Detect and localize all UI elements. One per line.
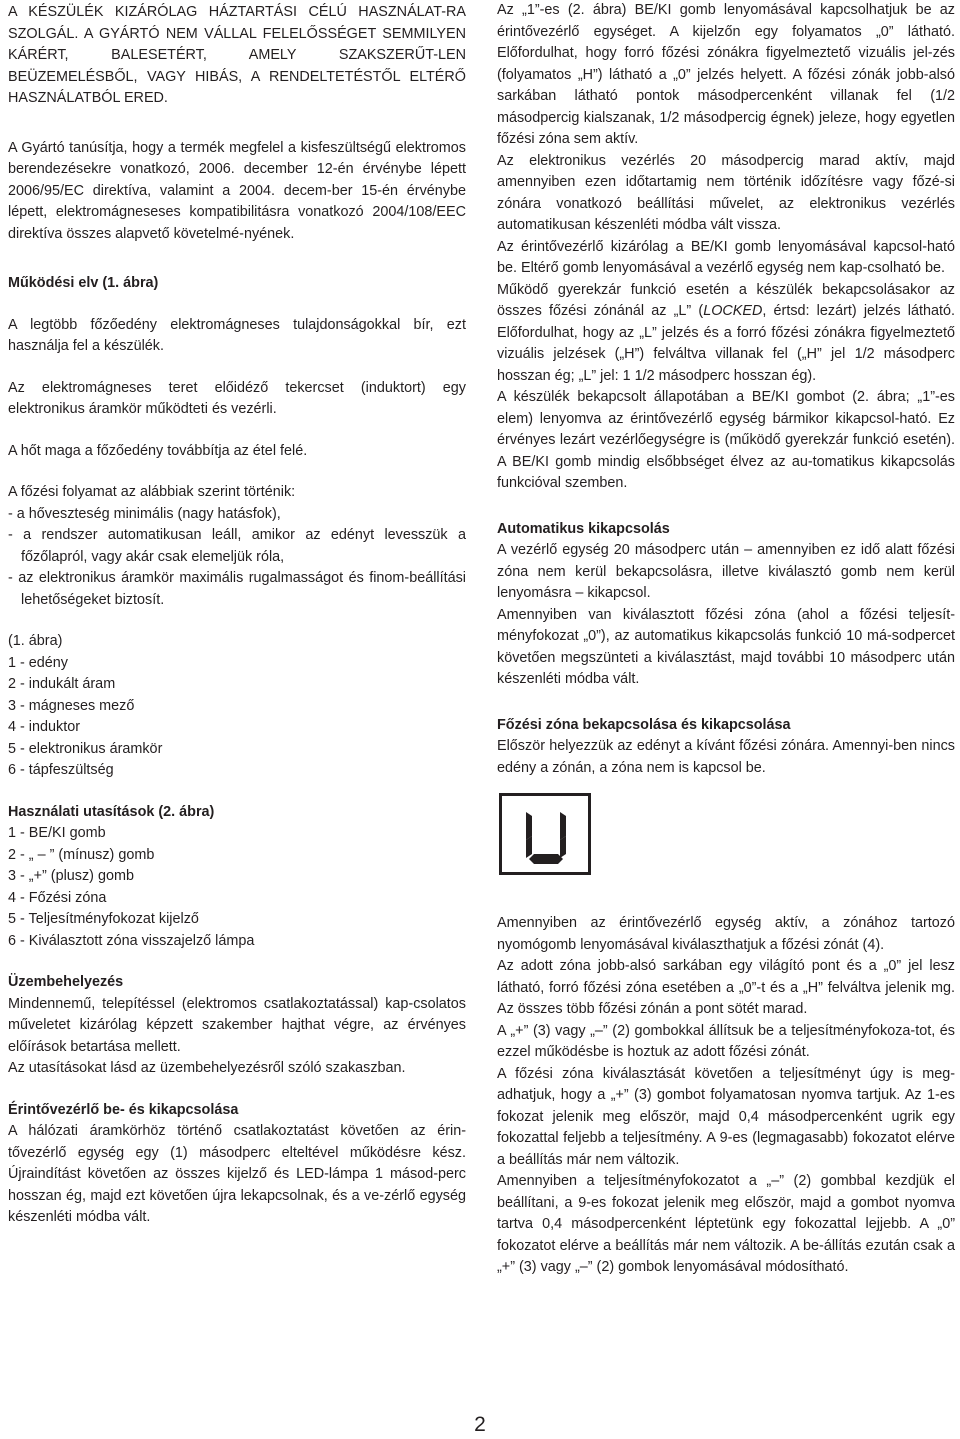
list-item: 3 - „+” (plusz) gomb bbox=[8, 868, 134, 884]
list-item: 6 - tápfeszültség bbox=[8, 762, 114, 778]
figure1-title: (1. ábra) bbox=[8, 633, 63, 649]
zone-heading: Főzési zóna bekapcsolása és kikapcsolása bbox=[497, 716, 791, 733]
u-display-icon bbox=[499, 793, 591, 875]
u-segment-glyph bbox=[502, 796, 588, 872]
zone-paragraph-1: Először helyezzük az edényt a kívánt főzési zónára. Amennyi-ben nincs edény a zónán, a zóna nem is kapcsol be. bbox=[497, 738, 955, 776]
auto-off-paragraph-1: A vezérlő egység 20 másodperc után – amennyiben ez idő alatt főzési zóna nem kerül bekapcsolásra, illetve kiválasztó gomb nem kerül lenyomásra – kikapcsol. bbox=[497, 542, 955, 601]
zone-paragraph-3: Az adott zóna jobb-alsó sarkában egy világító pont és a „0” jel lesz látható, forró főzési zóna esetében a „0”-t és a „H” felváltva jelenik mg. Az összes több főzési zónán a pont sötét marad. bbox=[497, 958, 955, 1017]
list-item: - a hőveszteség minimális (nagy hatásfok), bbox=[8, 505, 281, 522]
child-lock-paragraph bbox=[497, 280, 955, 388]
power-off-paragraph: A készülék bekapcsolt állapotában a BE/KI gombot (2. ábra; „1”-es elem) lenyomva az érintővezérlő egység bármikor kikapcsol-ható. Ez érvényes lezárt vezérlőegységre is (működő gyerekzár funkció esetén). A BE/KI gomb mindig elsőbbséget élvez az au-tomatikus kikapcsolás funkcióval szemben. bbox=[497, 389, 955, 491]
principle-paragraph-4: A főzési folyamat az alábbiak szerint történik: bbox=[8, 484, 296, 500]
left-column bbox=[8, 0, 466, 1229]
power-on-paragraph: Az „1”-es (2. ábra) BE/KI gomb lenyomásával kapcsolhatjuk be az érintővezérlő egységet. A kijelzőn egy folyamatos „0” látható. Előfordulhat, hogy forró főzési zónákra figyelmeztető vizuális jel-zés (folyamatos „H”) látható a „0” jelzés helyett. A főzési zónák jobb-alsó sarkában látható pontok másodpercenként villanak fel (1/2 másodpercig kialszanak, 1/2 másodpercig égnek) jeleze, hogy egyetlen főzési zóna sem aktív. bbox=[497, 2, 955, 147]
principle-paragraph-3: A hőt maga a főzőedény továbbítja az étel felé. bbox=[8, 442, 308, 459]
figure1-legend bbox=[8, 653, 466, 782]
setup-paragraph-2: Az utasításokat lásd az üzembehelyezésről szóló szakaszban. bbox=[8, 1060, 406, 1076]
touch-control-heading: Érintővezérlő be- és kikapcsolása bbox=[8, 1101, 239, 1118]
principle-paragraph-2: Az elektromágneses teret előidéző tekercset (induktort) egy elektronikus áramkör működteti és vezérli. bbox=[8, 379, 466, 417]
standby-paragraph: Az elektronikus vezérlés 20 másodpercig marad aktív, majd amennyiben ezen időtartamig nem történik időzítésre vagy főzé-si zónára vonatkozó beállítási művelet, az elektronikus vezérlés automatikusan készenléti módba vált vissza. bbox=[497, 152, 955, 233]
principle-heading: Működési elv (1. ábra) bbox=[8, 275, 159, 291]
list-item: 6 - Kiválasztott zóna visszajelző lámpa bbox=[8, 932, 255, 949]
page-number: 2 bbox=[474, 1413, 486, 1436]
list-item: 1 - edény bbox=[8, 654, 69, 671]
locked-term: LOCKED bbox=[703, 303, 763, 319]
list-item: - a rendszer automatikusan leáll, amikor az edényt levesszük a főzőlapról, vagy akár csak elemeljük róla, bbox=[8, 527, 466, 565]
setup-paragraph-1: Mindennemű, telepítéssel (elektromos csatlakoztatással) kap-csolatos műveletet kizárólag képzett szakember hajthat végre, az érvényes előírások betartása mellett. bbox=[8, 995, 466, 1055]
list-item: - az elektronikus áramkör maximális rugalmasságot és finom-beállítási lehetőségeket biztosít. bbox=[8, 570, 466, 608]
auto-off-paragraph-2: Amennyiben van kiválasztott főzési zóna (ahol a főzési teljesít-ményfokozat „0”), az automatikus kikapcsolás funkció 10 má-sodpercet követően megszünteti a kiválasztást, majd további 10 másodperc után készenléti módba vált. bbox=[497, 606, 955, 687]
instructions-heading: Használati utasítások (2. ábra) bbox=[8, 803, 215, 820]
zone-paragraph-6: Amennyiben a teljesítményfokozatot a „–” (2) gombbal kezdjük el beállítani, a 9-es fokozat jelenik meg először, majd a gombot nyomva tartva 0,4 másodpercenként léptetünk egy fokozattal lejjebb. A „0” fokozatot elérve a beállítás már nem változik. A be-állítás ezután csak a „+” (3) vagy „–” (2) gombok lenyomásával módosítható. bbox=[497, 1173, 955, 1275]
compliance-statement: A Gyártó tanúsítja, hogy a termék megfelel a kisfeszültségű elektromos berendezésekre vonatkozó, 2006. december 12-én érvénybe lépett 2006/95/EC direktíva, valamint a 2004. decem-ber 15-én érvénybe lépett, elektromágneseses kompatibilitásra vonatkozó 2004/108/EEC direktíva összes alapvető követelmé-nyének. bbox=[8, 139, 466, 242]
zone-paragraph-2: Amennyiben az érintővezérlő egység aktív, a zónához tartozó nyomógomb lenyomásával kiválaszthatjuk a főzési zónát (4). bbox=[497, 915, 955, 953]
list-item: 2 - „ – ” (mínusz) gomb bbox=[8, 846, 155, 863]
setup-heading: Üzembehelyezés bbox=[8, 974, 124, 990]
touch-control-paragraph: A hálózati áramkörhöz történő csatlakoztatást követően az érin-tővezérlő egység egy (1) másodperc elteltével működésre kész. Újraindítást követően az összes kijelző és LED-lámpa 1 másod-perc hosszan ég, majd ezt követően újra lekapcsolnak, és a ve-zérlő egység készenléti módba vált. bbox=[8, 1123, 466, 1225]
list-item: 2 - indukált áram bbox=[8, 676, 116, 692]
process-list bbox=[8, 504, 466, 612]
list-item: 5 - Teljesítményfokozat kijelző bbox=[8, 911, 199, 927]
child-lock-text-b: , értsd: lezárt) jelzés látható. Előfordulhat, hogy az „L” jelzés és a forró főzési zónákra figyelmeztető vizuális jelzések („H”) felváltva villanak fel („H” jel 1/2 másodperc hosszan ég; „L” jel: 1 1/2 másodperc hosszan ég). bbox=[497, 303, 955, 384]
zone-paragraph-5: A főzési zóna kiválasztását követően a teljesítményt úgy is meg-adhatjuk, hogy a „+” (3) gombot folyamatosan nyomva tartjuk. Az 1-es fokozat jelenik meg először, majd 0,4 másodpercenként ugrik egy fokozattal feljebb a teljesítmény. A 9-es (legmagasabb) fokozatot elérve a beállítás már nem változik. bbox=[497, 1065, 955, 1168]
child-lock-text-a: Működő gyerekzár funkció esetén a készülék bekapcsolásakor az összes főzési zónánál az „L” ( bbox=[497, 281, 955, 319]
list-item: 4 - Főzési zóna bbox=[8, 889, 107, 906]
on-off-only-paragraph: Az érintővezérlő kizárólag a BE/KI gomb lenyomásával kapcsol-ható be. Eltérő gomb lenyomásával a vezérlő egység nem kap-csolható be. bbox=[497, 238, 955, 276]
list-item: 1 - BE/KI gomb bbox=[8, 825, 106, 841]
right-column bbox=[497, 0, 955, 1279]
intro-disclaimer: A KÉSZÜLÉK KIZÁRÓLAG HÁZTARTÁSI CÉLÚ HASZNÁLAT-RA SZOLGÁL. A GYÁRTÓ NEM VÁLLAL FELELŐSSÉGET SEMMILYEN KÁRÉRT, BALESETÉRT, AMELY SZAKSZERŰT-LEN BEÜZEMELÉSBŐL, VAGY HIBÁS, A RENDELTETÉSTŐL ELTÉRŐ HASZNÁLATBÓL ERED. bbox=[8, 4, 466, 106]
auto-off-heading: Automatikus kikapcsolás bbox=[497, 520, 670, 537]
list-item: 3 - mágneses mező bbox=[8, 697, 135, 714]
instructions-legend bbox=[8, 823, 466, 952]
list-item: 5 - elektronikus áramkör bbox=[8, 740, 163, 757]
list-item: 4 - induktor bbox=[8, 719, 80, 735]
zone-paragraph-4: A „+” (3) vagy „–” (2) gombokkal állítsuk be a teljesítményfokoza-tot, és ezzel működésbe is hoztuk az adott főzési zónát. bbox=[497, 1022, 955, 1060]
principle-paragraph-1: A legtöbb főzőedény elektromágneses tulajdonságokkal bír, ezt használja fel a készülék. bbox=[8, 316, 466, 354]
